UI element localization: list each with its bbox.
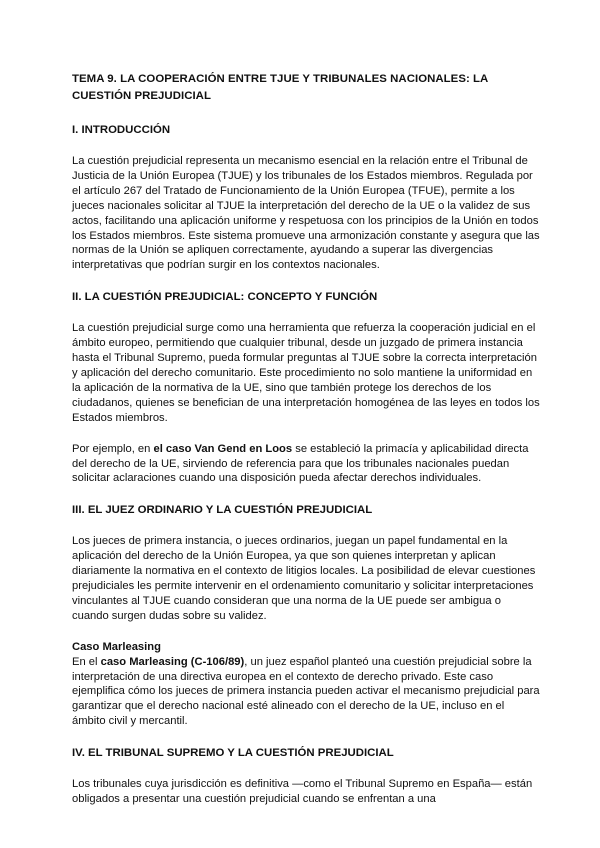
section-3-paragraph-1: Los jueces de primera instancia, o jueces ordinarios, juegan un papel fundamental en la aplicación del derecho de la Unión Europea, ya que son quienes interpretan y aplican diariamente la normativa en el contexto de litigios locales. La posibilidad de elevar cuestiones prejudiciales les permite intervenir en el ordenamiento comunitario y solicitar interpretaciones vinculantes al TJUE cuando consideran que una norma de la UE puede ser ambigua o cuando surgen dudas sobre su validez. xyxy=(72,535,536,622)
title-line-1: TEMA 9. LA COOPERACIÓN ENTRE TJUE Y TRIBUNALES NACIONALES: LA xyxy=(72,73,489,85)
text-run: En el xyxy=(72,655,101,668)
subheading-marleasing: Caso Marleasing xyxy=(72,640,161,653)
section-4-paragraph: Los tribunales cuya jurisdicción es definitiva —como el Tribunal Supremo en España— están obligados a presentar una cuestión prejudicial cuando se enfrentan a una xyxy=(72,778,533,806)
section-1-paragraph: La cuestión prejudicial representa un mecanismo esencial en la relación entre el Tribunal de Justicia de la Unión Europea (TJUE) y los tribunales de los Estados miembros. Regulada por el artículo 267 del Tratado de Funcionamiento de la Unión Europea (TFUE), permite a los jueces nacionales solicitar al TJUE la interpretación del derecho de la UE o la validez de sus actos, facilitando una aplicación uniforme y respetuosa con los principios de la Unión en todos los Estados miembros. Este sistema promueve una armonización constante y asegura que las normas de la Unión se apliquen correctamente, ayudando a superar las divergencias interpretativas que podrían surgir en los contextos nacionales. xyxy=(72,155,540,272)
section-1-heading: I. INTRODUCCIÓN xyxy=(72,124,171,136)
text-run: Por ejemplo, en xyxy=(72,442,154,455)
text-run: , un juez español planteó una cuestión prejudicial sobre la interpretación de una directiva europea en el contexto de derecho privado. Este caso ejemplifica cómo los jueces de primera instancia pueden activar el mecanismo prejudicial para garantizar que el derecho nacional esté alineado con el derecho de la UE, incluso en el ámbito civil y mercantil. xyxy=(72,655,540,728)
section-2-paragraph-1: La cuestión prejudicial surge como una herramienta que refuerza la cooperación judicial en el ámbito europeo, permitiendo que cualquier tribunal, desde un juzgado de primera instancia hasta el Tribunal Supremo, pueda formular preguntas al TJUE sobre la correcta interpretación y aplicación del derecho comunitario. Este procedimiento no solo mantiene la uniformidad en la aplicación de la normativa de la UE, sino que también protege los derechos de los ciudadanos, quienes se benefician de una interpretación homogénea de las leyes en todos los Estados miembros. xyxy=(72,322,540,424)
section-3-paragraph-2 xyxy=(72,640,540,729)
text-run: se estableció la primacía y aplicabilidad directa del derecho de la UE, sirviendo de referencia para que los tribunales nacionales puedan solicitar aclaraciones cuando una disposición pueda afectar derechos individuales. xyxy=(72,442,529,485)
section-4-heading: IV. EL TRIBUNAL SUPREMO Y LA CUESTIÓN PREJUDICIAL xyxy=(72,747,394,760)
section-2-paragraph-2 xyxy=(72,442,540,487)
section-2-heading: II. LA CUESTIÓN PREJUDICIAL: CONCEPTO Y FUNCIÓN xyxy=(72,291,378,304)
case-marleasing: caso Marleasing (C-106/89) xyxy=(100,655,245,668)
case-van-gend-en-loos: el caso Van Gend en Loos xyxy=(153,442,293,455)
document-title xyxy=(72,71,540,105)
section-3-heading: III. EL JUEZ ORDINARIO Y LA CUESTIÓN PREJUDICIAL xyxy=(72,504,373,517)
title-line-2: CUESTIÓN PREJUDICIAL xyxy=(72,90,211,102)
